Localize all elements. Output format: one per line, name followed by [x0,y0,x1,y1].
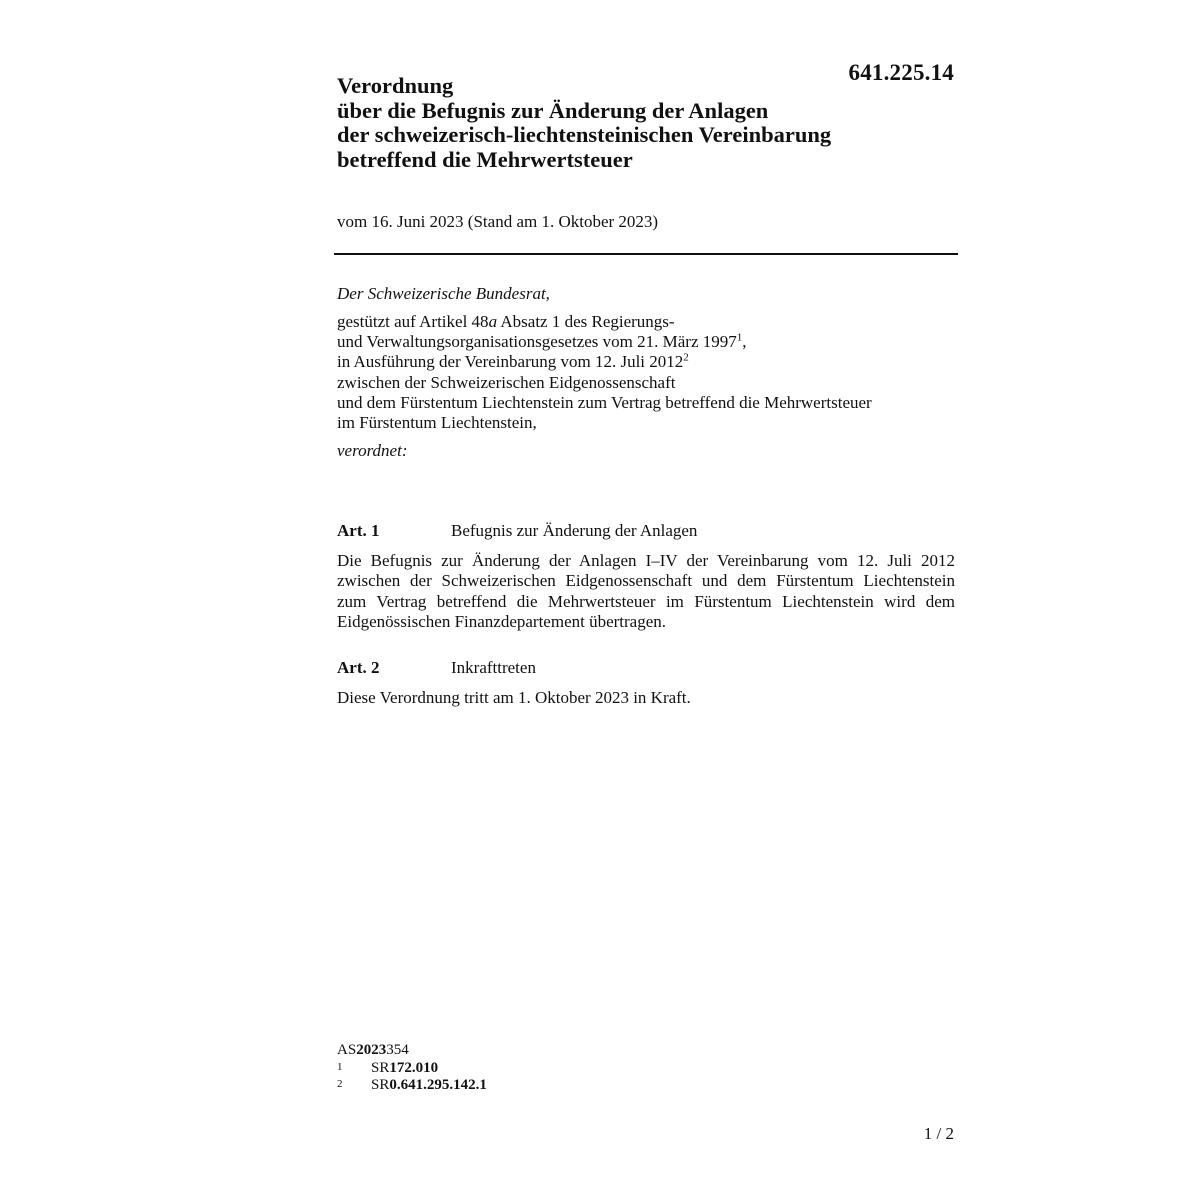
article-number: Art. 1 [337,521,380,540]
article-line: Eidgenössischen Finanzdepartement übertragen. [337,611,667,631]
preamble-text: und Verwaltungsorganisationsgesetzes vom 21. März 1997 [337,332,737,352]
preamble-italic-letter: a [488,312,498,331]
footnote-link[interactable]: 0.641.295.142.1 [389,1077,487,1093]
article-line: Diese Verordnung tritt am 1. Oktober 2023 in Kraft. [337,688,691,707]
article-2 [337,658,955,708]
preamble-line [337,312,957,332]
article-line: Die Befugnis zur Änderung der Anlagen I–IV der Vereinbarung vom 12. Juli 2012 [337,551,955,570]
title-line: betreffend die Mehrwertsteuer [337,146,633,172]
footnotes [337,1042,487,1095]
sr-number: 641.225.14 [848,60,954,85]
preamble-text: gestützt auf Artikel 48 [337,312,489,331]
as-reference [337,1042,487,1060]
footnote-ref-1[interactable]: 1 [736,331,743,344]
article-title: Inkrafttreten [451,658,536,677]
article-body [337,688,955,708]
article-heading [337,521,955,541]
footnote-prefix: SR [371,1059,390,1076]
preamble-text: in Ausführung der Vereinbarung vom 12. Juli 2012 [337,352,684,372]
footnote-marker: 1 [337,1060,343,1073]
divider [334,253,958,255]
as-page: 354 [386,1042,409,1058]
article-title: Befugnis zur Änderung der Anlagen [451,521,698,540]
preamble-authority: Der Schweizerische Bundesrat, [337,284,550,303]
footnote-1 [337,1060,487,1078]
article-line: zwischen der Schweizerischen Eidgenossenschaft und dem Fürstentum Liechtenstein [337,571,955,591]
preamble-line [337,332,957,352]
preamble [337,284,957,461]
article-1 [337,521,955,632]
title-line: Verordnung [337,73,454,98]
as-year: 2023 [356,1042,387,1058]
footnote-link[interactable]: 172.010 [389,1059,439,1076]
document-title [337,74,957,172]
footnote-2 [337,1077,487,1095]
preamble-line [337,352,957,372]
page-number: 1 / 2 [923,1124,954,1143]
footnote-marker: 2 [337,1078,343,1090]
date-line: vom 16. Juni 2023 (Stand am 1. Oktober 2023) [337,212,659,231]
article-line: zum Vertrag betreffend die Mehrwertsteuer im Fürstentum Liechtenstein wird dem [337,591,955,611]
preamble-text: Absatz 1 des Regierungs- [497,312,675,331]
preamble-decree: verordnet: [337,441,408,461]
footnote-prefix: SR [371,1077,390,1093]
footnote-ref-2[interactable]: 2 [683,351,689,364]
article-heading [337,658,955,678]
preamble-basis [337,312,957,433]
preamble-text: , [742,332,747,352]
title-line: über die Befugnis zur Änderung der Anlagen [337,97,769,123]
article-body [337,551,955,632]
preamble-line: zwischen der Schweizerischen Eidgenossenschaft [337,372,676,392]
title-line: der schweizerisch-liechtensteinischen Vereinbarung [337,122,832,147]
as-prefix: AS [337,1042,357,1058]
article-number: Art. 2 [337,658,380,677]
preamble-line: im Fürstentum Liechtenstein, [337,413,537,433]
preamble-line: und dem Fürstentum Liechtenstein zum Vertrag betreffend die Mehrwertsteuer [337,392,872,412]
